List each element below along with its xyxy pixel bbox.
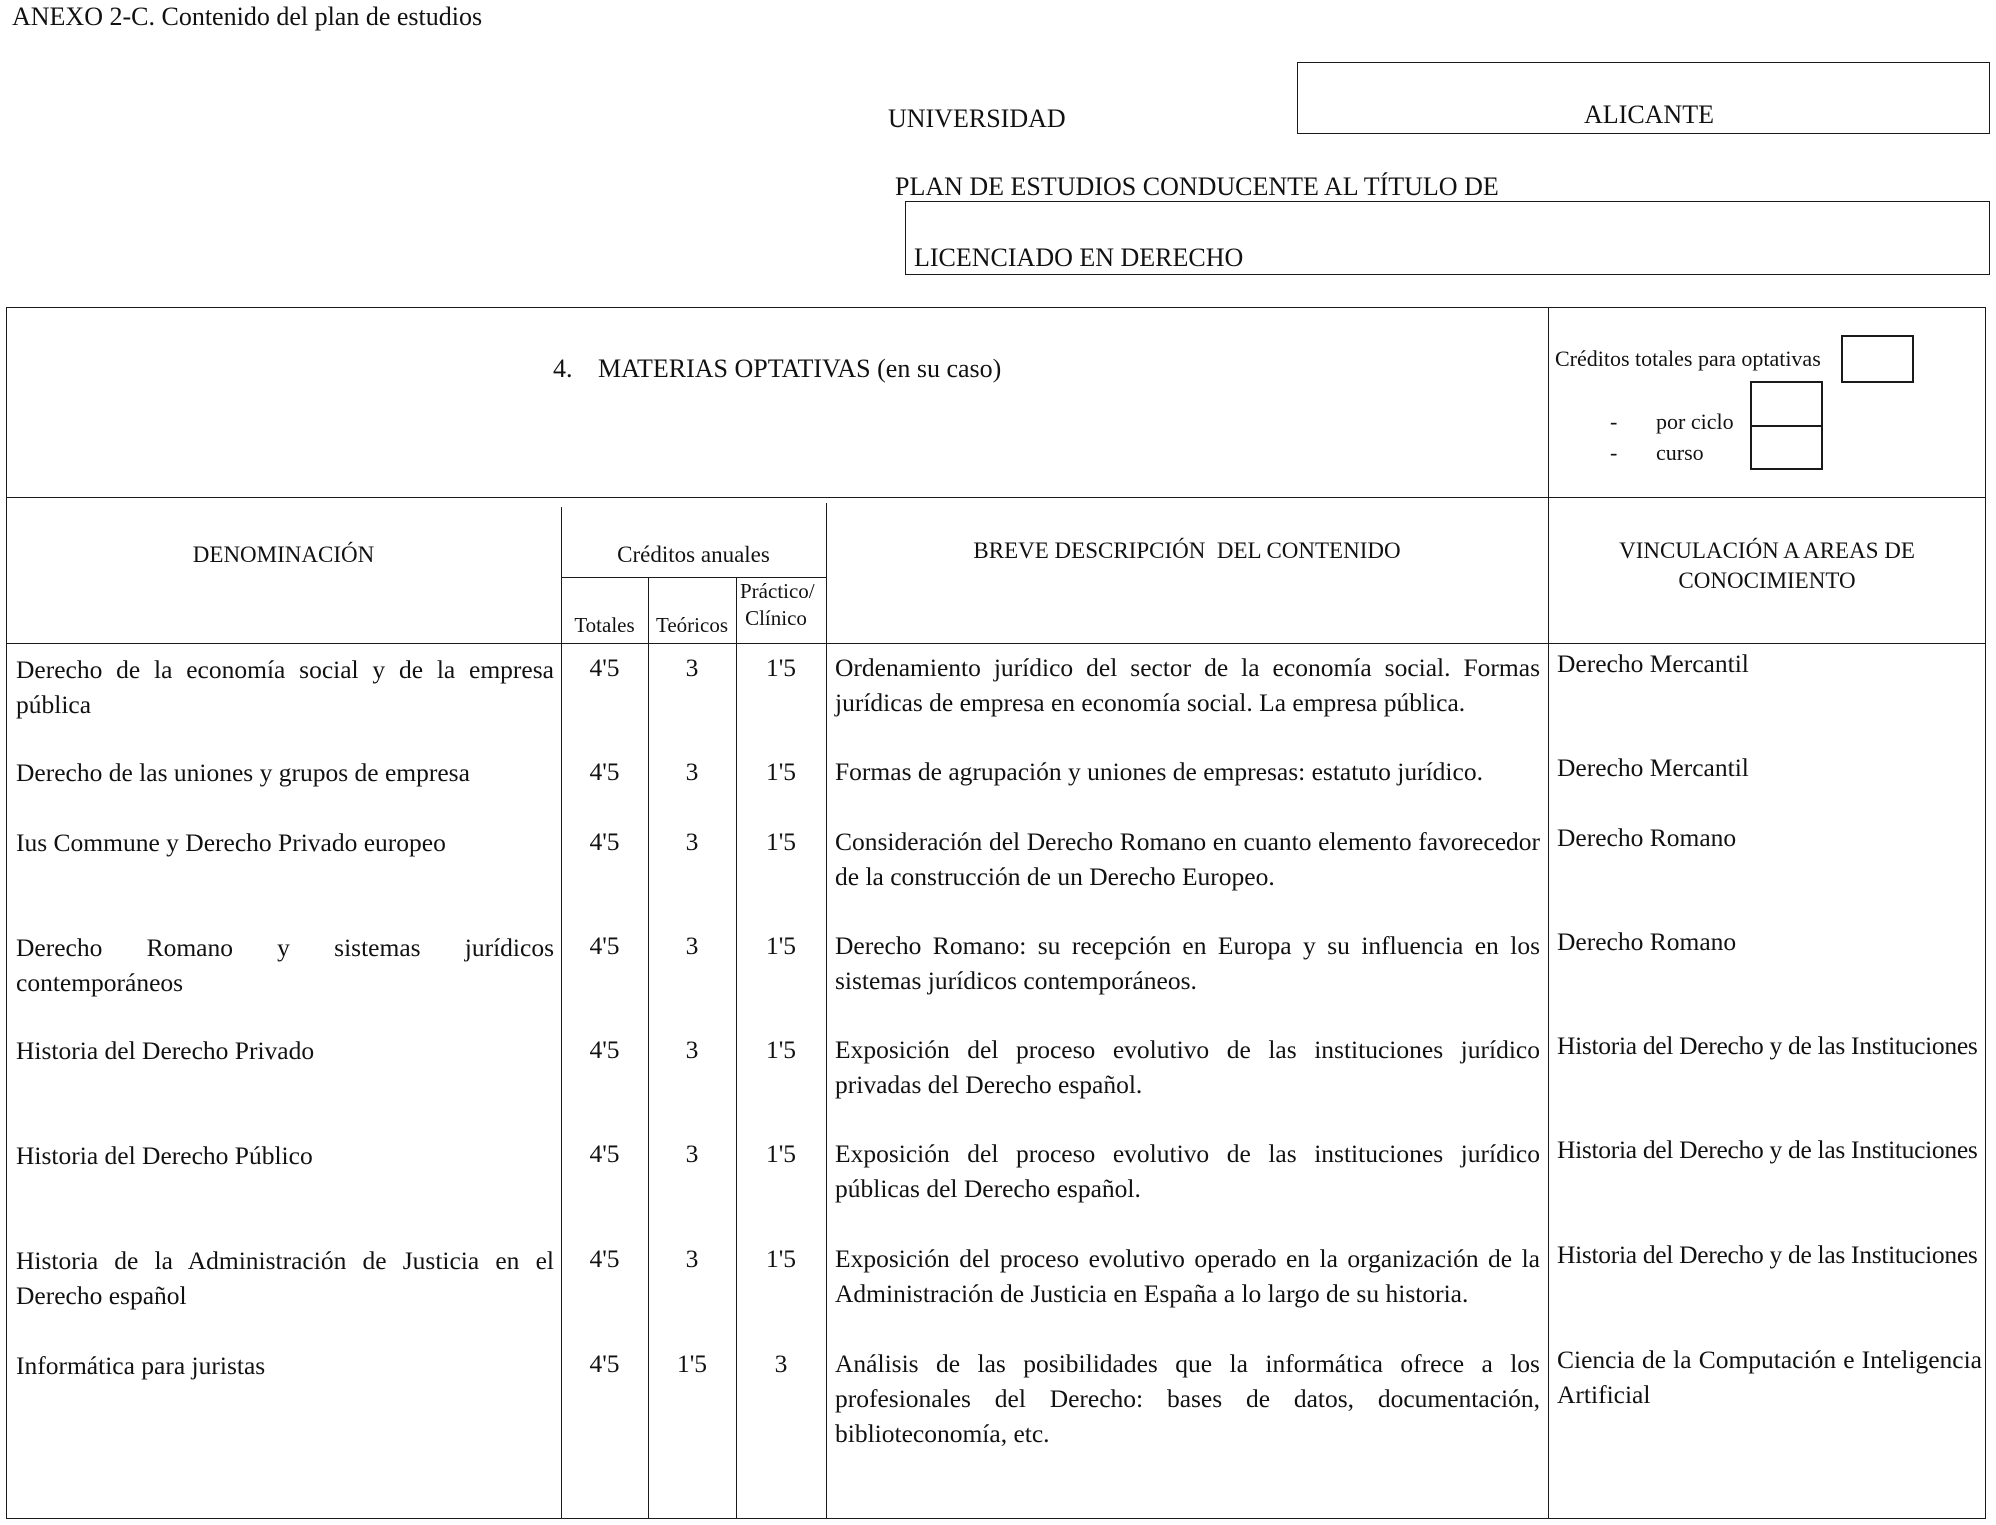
row-area: Derecho Romano xyxy=(1557,927,1737,956)
divider xyxy=(6,497,1986,498)
row-practicos: 1'5 xyxy=(765,931,797,960)
row-practicos: 1'5 xyxy=(765,827,797,856)
row-totales: 4'5 xyxy=(589,1349,620,1378)
row-totales: 4'5 xyxy=(589,1035,620,1064)
row-denominacion: Derecho Romano y sistemas jurídicos contemporáneos xyxy=(16,933,554,997)
header-teoricos: Teóricos xyxy=(655,613,728,637)
row-practicos: 1'5 xyxy=(765,1244,797,1273)
divider xyxy=(1548,307,1549,1519)
row-descripcion: Consideración del Derecho Romano en cuanto elemento favorecedor de la construcción de un Derecho Europeo. xyxy=(835,827,1540,891)
row-descripcion: Análisis de las posibilidades que la informática ofrece a los profesionales del Derecho: bases de datos, documentación, biblioteconomía, etc. xyxy=(835,1349,1540,1448)
row-descripcion: Exposición del proceso evolutivo de las instituciones jurídico privadas del Derecho español. xyxy=(835,1035,1540,1099)
row-teoricos: 3 xyxy=(685,1244,699,1273)
row-teoricos: 1'5 xyxy=(676,1349,708,1378)
course-label: curso xyxy=(1656,440,1704,465)
section-title: MATERIAS OPTATIVAS (en su caso) xyxy=(598,354,1002,383)
row-practicos: 1'5 xyxy=(765,1035,797,1064)
row-teoricos: 3 xyxy=(685,1139,699,1168)
row-denominacion: Historia del Derecho Privado xyxy=(16,1036,315,1065)
credits-total-label: Créditos totales para optativas xyxy=(1555,346,1821,371)
row-practicos: 1'5 xyxy=(765,653,797,682)
row-area: Historia del Derecho y de las Instituciones xyxy=(1557,1031,1978,1060)
row-denominacion: Historia del Derecho Público xyxy=(16,1141,313,1170)
row-teoricos: 3 xyxy=(685,757,699,786)
row-area: Historia del Derecho y de las Instituciones xyxy=(1557,1135,1978,1164)
header-vinculacion: VINCULACIÓN A AREAS DE CONOCIMIENTO xyxy=(1619,538,1915,593)
row-area: Derecho Romano xyxy=(1557,823,1737,852)
row-teoricos: 3 xyxy=(685,1035,699,1064)
annex-title: ANEXO 2-C. Contenido del plan de estudios xyxy=(12,2,483,31)
row-descripcion: Ordenamiento jurídico del sector de la economía social. Formas jurídicas de empresa en economía social. La empresa pública. xyxy=(835,653,1540,717)
header-creditos-anuales: Créditos anuales xyxy=(617,542,770,567)
section-number: 4. xyxy=(553,354,573,383)
row-totales: 4'5 xyxy=(589,757,620,786)
row-totales: 4'5 xyxy=(589,827,620,856)
header-totales: Totales xyxy=(574,613,635,637)
row-descripcion: Exposición del proceso evolutivo operado en la organización de la Administración de Justicia en España a lo largo de su historia. xyxy=(835,1244,1540,1308)
divider xyxy=(1750,425,1823,427)
header-denominacion: DENOMINACIÓN xyxy=(192,542,375,567)
row-practicos: 1'5 xyxy=(765,1139,797,1168)
row-descripcion: Exposición del proceso evolutivo de las instituciones jurídico públicas del Derecho español. xyxy=(835,1139,1540,1203)
header-descripcion: BREVE DESCRIPCIÓN DEL CONTENIDO xyxy=(973,538,1401,563)
row-area: Ciencia de la Computación e Inteligencia Artificial xyxy=(1557,1345,1982,1409)
row-denominacion: Derecho de las uniones y grupos de empresa xyxy=(16,758,470,787)
row-denominacion: Derecho de la economía social y de la empresa pública xyxy=(16,655,554,719)
row-totales: 4'5 xyxy=(589,931,620,960)
row-teoricos: 3 xyxy=(685,931,699,960)
row-denominacion: Informática para juristas xyxy=(16,1351,266,1380)
optional-subjects-table xyxy=(6,307,1986,1519)
course-dash: - xyxy=(1610,440,1618,465)
divider xyxy=(6,643,1986,644)
row-totales: 4'5 xyxy=(589,1244,620,1273)
university-value: ALICANTE xyxy=(1584,100,1714,129)
row-area: Derecho Mercantil xyxy=(1557,649,1749,678)
row-descripcion: Formas de agrupación y uniones de empresas: estatuto jurídico. xyxy=(835,757,1483,786)
row-denominacion: Ius Commune y Derecho Privado europeo xyxy=(16,828,446,857)
row-teoricos: 3 xyxy=(685,653,699,682)
row-area: Historia del Derecho y de las Instituciones xyxy=(1557,1240,1978,1269)
row-teoricos: 3 xyxy=(685,827,699,856)
row-area: Derecho Mercantil xyxy=(1557,753,1749,782)
plan-label: PLAN DE ESTUDIOS CONDUCENTE AL TÍTULO DE xyxy=(895,172,1499,201)
university-label: UNIVERSIDAD xyxy=(888,104,1066,133)
header-practico-clinico: Práctico/ Clínico xyxy=(740,579,815,630)
divider xyxy=(826,503,827,1519)
per-cycle-dash: - xyxy=(1610,409,1618,434)
row-totales: 4'5 xyxy=(589,1139,620,1168)
row-descripcion: Derecho Romano: su recepción en Europa y su influencia en los sistemas jurídicos contemporáneos. xyxy=(835,931,1540,995)
credits-total-box xyxy=(1841,335,1914,383)
degree-value: LICENCIADO EN DERECHO xyxy=(914,243,1244,272)
per-cycle-label: por ciclo xyxy=(1656,409,1734,434)
row-practicos: 3 xyxy=(774,1349,788,1378)
row-practicos: 1'5 xyxy=(765,757,797,786)
row-totales: 4'5 xyxy=(589,653,620,682)
row-denominacion: Historia de la Administración de Justicia en el Derecho español xyxy=(16,1246,554,1310)
